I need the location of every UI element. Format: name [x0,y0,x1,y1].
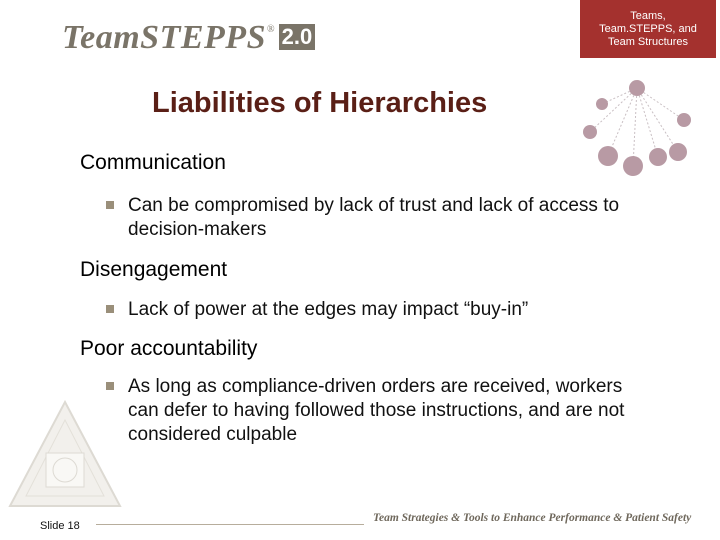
footer-divider [96,524,364,525]
teamstepps-logo [62,18,315,58]
square-bullet-icon [106,305,114,313]
slide-title: Liabilities of Hierarchies [152,87,488,119]
bullet-item-disengagement [106,298,676,322]
hierarchy-network-icon [570,72,700,178]
bullet-text: As long as compliance-driven orders are received, workers can defer to having followed those instructions, and are not considered culpable [128,376,625,445]
slide-number: Slide 18 [40,520,80,532]
square-bullet-icon [106,382,114,390]
logo-registered-mark: ® [267,24,275,35]
module-label-line-3: Team Structures [607,35,689,48]
module-label-box [580,0,716,58]
bullet-text: Lack of power at the edges may impact “buy-in” [128,299,529,320]
logo-text: TeamSTEPPS [62,19,266,56]
footer-tagline: Team Strategies & Tools to Enhance Performance & Patient Safety [373,512,692,524]
section-heading-communication: Communication [80,151,226,174]
bullet-item-poor-accountability [106,375,628,447]
module-label-line-2: Team.STEPPS, and [599,22,697,35]
section-heading-poor-accountability: Poor accountability [80,337,258,360]
section-heading-disengagement: Disengagement [80,258,228,281]
square-bullet-icon [106,201,114,209]
bullet-item-communication [106,194,676,242]
bullet-text: Can be compromised by lack of trust and lack of access to decision-makers [128,195,620,240]
logo-version-badge: 2.0 [279,24,316,50]
module-label-line-1: Teams, [630,9,666,22]
